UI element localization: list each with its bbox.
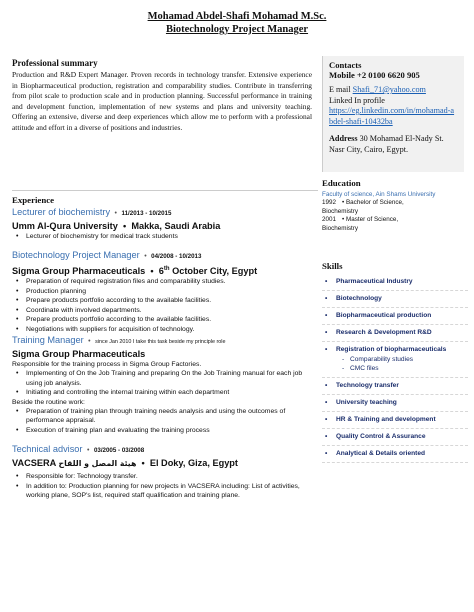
job-title-line	[12, 249, 318, 263]
skills-section	[322, 261, 468, 463]
education-degree: • Master of Science,	[342, 216, 399, 224]
education-heading: Education	[322, 178, 361, 188]
list-item: • Coordinate with involved departments.	[26, 306, 318, 315]
company-line	[12, 457, 318, 470]
list-item: • Prepare products portfolio according to the available facilities.	[26, 315, 318, 324]
contacts-box	[322, 56, 464, 172]
job-title: Lecturer of biochemistry	[12, 207, 111, 217]
education-degree: • Bachelor of Science,	[342, 199, 404, 207]
skill-item: • Biotechnology	[322, 291, 468, 308]
list-item: • Preparation of required registration files and comparability studies.	[26, 277, 318, 286]
location-number: 6	[158, 266, 164, 277]
skill-item: • Pharmaceutical Industry	[322, 274, 468, 291]
job-dates: 11/2013 - 10/2015	[121, 210, 172, 217]
professional-summary	[12, 58, 312, 134]
experience-heading: Experience	[12, 195, 55, 205]
job-dates: 04/2008 - 10/2013	[151, 253, 202, 261]
skill-item: • University teaching	[322, 395, 468, 412]
address-label: Address	[329, 134, 358, 143]
skill-subitem: - Comparability studies	[350, 355, 468, 364]
location-sup: th	[163, 266, 170, 273]
routine-bullets	[12, 407, 318, 435]
list-item: • In addition to: Production planning for new projects in VACSERA including: List of activities, working plane, SOP's list, required staff qualification and training plane.	[26, 482, 318, 501]
education-year: 1992	[322, 199, 337, 207]
skill-subitem: - CMC files	[350, 364, 468, 373]
skill-label: Registration of biopharmaceuticals	[336, 346, 447, 354]
job-intro: Responsible for the training process in Sigma Group Factories.	[12, 360, 202, 368]
job-title: Technical advisor	[12, 444, 83, 455]
company-name: Umm Al-Qura University	[12, 221, 118, 231]
education-section	[322, 178, 468, 233]
faculty-name: Faculty of science, Ain Shams University	[322, 191, 436, 198]
right-column	[322, 178, 468, 463]
candidate-name: Mohamad Abdel-Shafi Mohamad M.Sc.	[147, 11, 327, 22]
company-line	[12, 220, 318, 232]
list-item: • Execution of training plan and evaluating the training process	[26, 426, 318, 435]
contacts-heading: Contacts	[329, 60, 362, 70]
skill-item: • Technology transfer	[322, 378, 468, 395]
job-bullets	[12, 472, 318, 500]
list-item: • Production planning	[26, 287, 318, 296]
list-item: • Implementing of On the Job Training and preparing On the Job Training manual for each job using job analysis.	[26, 369, 318, 388]
skill-item	[322, 342, 468, 378]
summary-heading: Professional summary	[12, 58, 98, 68]
company-line	[12, 263, 318, 277]
bullet-separator: •	[120, 221, 129, 231]
bullet-separator: •	[138, 458, 148, 469]
company-location: El Doky, Giza, Egypt	[149, 458, 238, 469]
list-item: • Lecturer of biochemistry for medical track students	[26, 232, 318, 241]
bullet-separator: •	[142, 253, 149, 261]
education-field: Biochemistry	[322, 224, 359, 232]
company-name: Sigma Group Pharmaceuticals	[12, 266, 146, 277]
education-entry	[322, 199, 468, 207]
education-field: Biochemistry	[322, 207, 359, 215]
linkedin-label: Linked In profile	[329, 95, 385, 105]
bullet-separator: •	[86, 337, 93, 345]
list-item: • Responsible for: Technology transfer.	[26, 472, 318, 481]
job-title: Training Manager	[12, 334, 84, 345]
education-year: 2001	[322, 216, 337, 224]
email-label: E mail	[329, 85, 351, 94]
company-name-arabic: هيئة المصل و اللقاح	[58, 459, 137, 469]
job-note: since Jan 2010 I take this task beside my principle role	[95, 338, 226, 345]
candidate-role: Biotechnology Project Manager	[165, 24, 309, 35]
education-entry	[322, 216, 468, 224]
skill-item: • Biopharmaceutical production	[322, 308, 468, 325]
list-item: • Negotiations with suppliers for acquisition of technology.	[26, 325, 318, 334]
job-title-line	[12, 334, 318, 348]
degree-text: Master of Science,	[345, 216, 399, 224]
email-line	[329, 85, 458, 96]
linkedin-link[interactable]: https://eg.linkedin.com/in/mohamad-abdel-shafi-10432ba	[329, 106, 455, 126]
skill-sublist	[336, 355, 468, 373]
company-location: Makka, Saudi Arabia	[131, 221, 221, 231]
experience-section	[12, 190, 318, 500]
summary-text: Production and R&D Expert Manager. Proven records in technology transfer. Extensive experience in Biopharmaceutical production, registration and comparability studies. Contribute in transferring from pilot scale to production scale and in production planning. Successful performance in training and development function, implementation of new systems and plans and university teaching. Offering an extensive, diverse and deep experiences which allow me to perform with a professional attitude and effort in a diverse of positions and industries.	[12, 70, 312, 132]
bullet-separator: •	[147, 266, 157, 277]
job-title-line	[12, 206, 318, 220]
skills-heading: Skills	[322, 261, 343, 272]
degree-text: Bachelor of Science,	[345, 199, 404, 207]
list-item: • Preparation of training plan through training needs analysis and using the outcomes of performance appraisal.	[26, 407, 318, 426]
company-name: Sigma Group Pharmaceuticals	[12, 348, 146, 359]
resume-header	[0, 10, 474, 36]
list-item: • Initiating and controlling the internal training within each department	[26, 388, 318, 397]
job-bullets	[12, 232, 318, 241]
list-item: • Prepare products portfolio according to the available facilities.	[26, 296, 318, 305]
skill-item: • HR & Training and development	[322, 412, 468, 429]
company-location: October City, Egypt	[169, 266, 258, 277]
job-bullets	[12, 277, 318, 333]
skill-item: • Research & Development R&D	[322, 325, 468, 342]
routine-label: Beside the routine work:	[12, 398, 85, 406]
address	[329, 133, 458, 155]
mobile-number: Mobile +2 0100 6620 905	[329, 70, 420, 80]
job-bullets	[12, 369, 318, 397]
bullet-separator: •	[112, 210, 119, 217]
linkedin-line	[329, 106, 458, 127]
email-link[interactable]: Shafi_71@yahoo.com	[352, 85, 426, 94]
job-title-line	[12, 443, 318, 457]
bullet-separator: •	[85, 447, 92, 455]
address-text: 30 Mohamad El-Nady St. Nasr City, Cairo, Egypt.	[329, 134, 444, 154]
skill-item: • Analytical & Details oriented	[322, 446, 468, 463]
skill-item: • Quality Control & Assurance	[322, 429, 468, 446]
job-dates: 03/2005 - 03/2008	[93, 447, 145, 455]
company-name: VACSERA	[12, 458, 56, 469]
job-title: Biotechnology Project Manager	[12, 250, 140, 261]
